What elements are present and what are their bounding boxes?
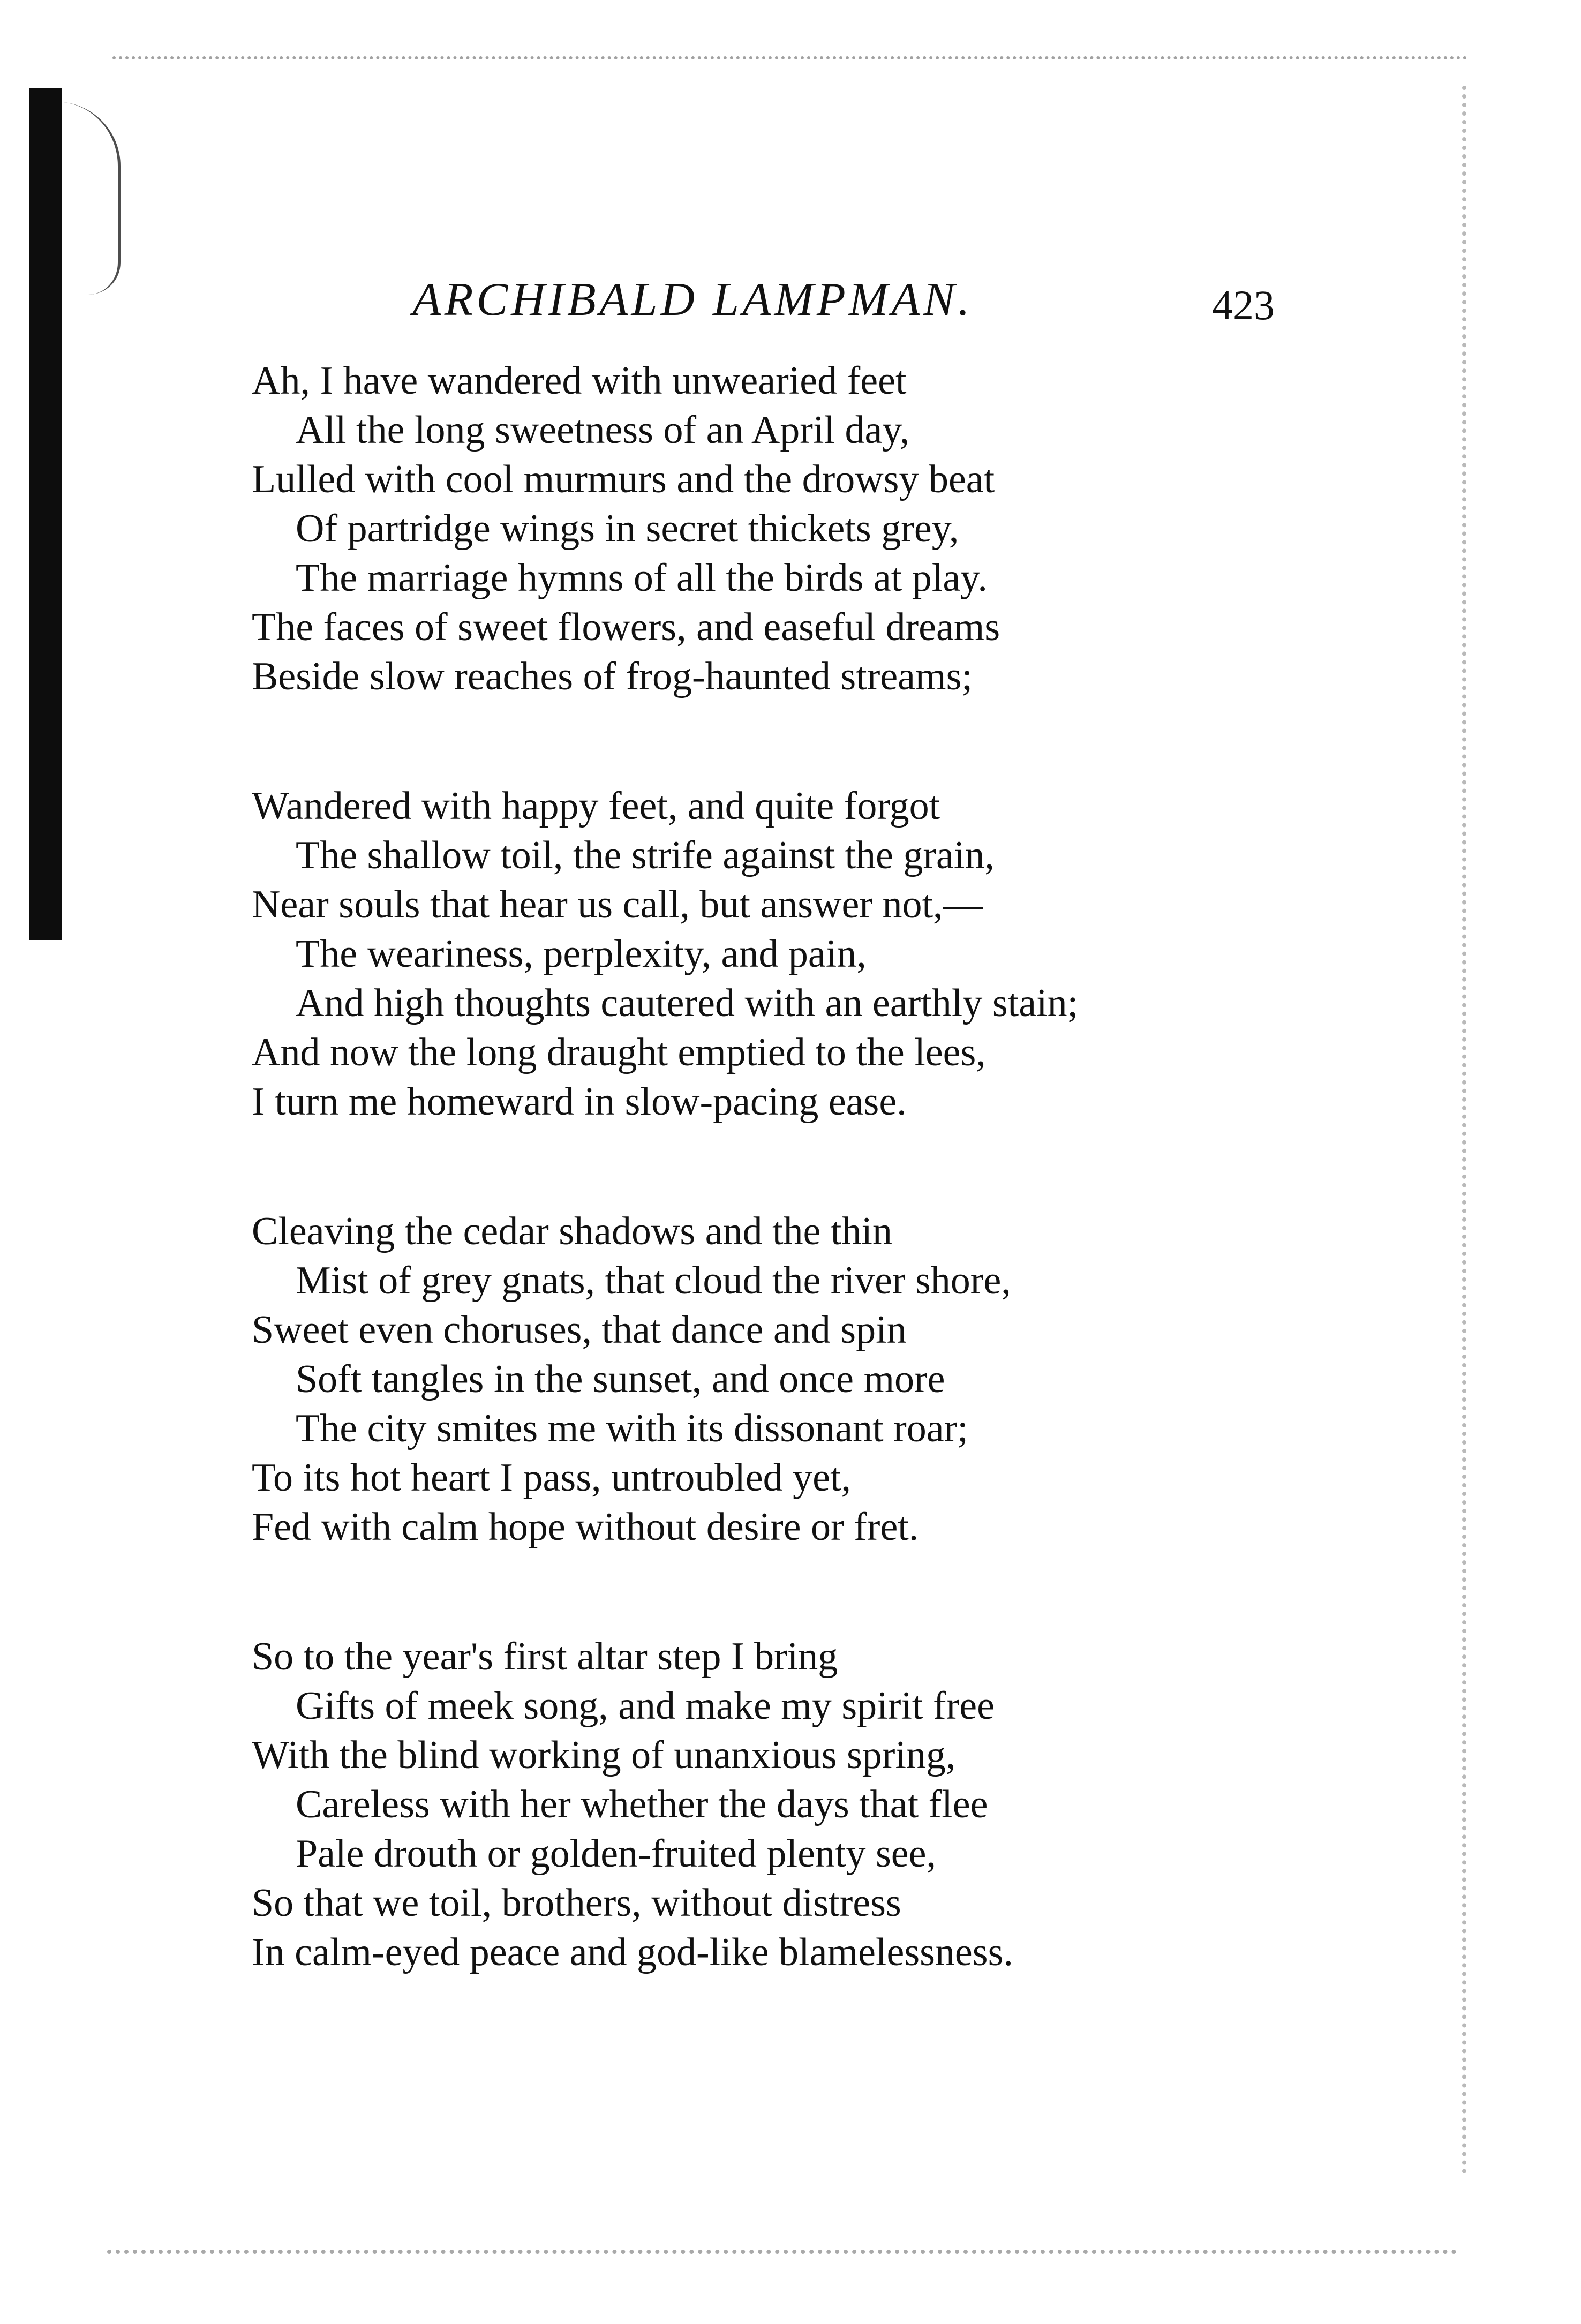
poem-line: Mist of grey gnats, that cloud the river shore, bbox=[296, 1259, 1011, 1303]
poem-line: And high thoughts cautered with an earthly stain; bbox=[296, 981, 1079, 1025]
poem-line: Careless with her whether the days that flee bbox=[296, 1783, 988, 1826]
poem-line: Wandered with happy feet, and quite forgot bbox=[252, 784, 940, 828]
stanza-3 bbox=[252, 1207, 1269, 1552]
stanza-1 bbox=[252, 356, 1269, 701]
poem-line: So that we toil, brothers, without distress bbox=[252, 1881, 901, 1925]
poem-line: And now the long draught emptied to the lees, bbox=[252, 1031, 986, 1074]
stanza-2 bbox=[252, 781, 1269, 1126]
poem-line: Of partridge wings in secret thickets grey, bbox=[296, 507, 959, 551]
poem-line: Near souls that hear us call, but answer not,— bbox=[252, 883, 983, 927]
poem-line: The marriage hymns of all the birds at play. bbox=[296, 556, 988, 600]
stanza-4 bbox=[252, 1632, 1269, 1977]
poem-line: With the blind working of unanxious spring, bbox=[252, 1733, 956, 1777]
poem-body bbox=[252, 356, 1269, 1977]
scan-right-edge bbox=[1446, 86, 1466, 2175]
poem-line: So to the year's first altar step I bring bbox=[252, 1635, 838, 1679]
poem-line: Fed with calm hope without desire or fret. bbox=[252, 1505, 919, 1549]
poem-line: To its hot heart I pass, untroubled yet, bbox=[252, 1456, 851, 1500]
poem-line: Lulled with cool murmurs and the drowsy beat bbox=[252, 457, 995, 501]
page-curl-mark bbox=[54, 102, 121, 295]
poem-line: Soft tangles in the sunset, and once more bbox=[296, 1357, 945, 1401]
poem-line: Ah, I have wandered with unwearied feet bbox=[252, 359, 907, 403]
poem-line: The weariness, perplexity, and pain, bbox=[296, 932, 867, 976]
page-number: 423 bbox=[1212, 282, 1275, 328]
poem-line: Cleaving the cedar shadows and the thin bbox=[252, 1209, 892, 1253]
scan-bottom-edge bbox=[107, 2233, 1457, 2254]
scan-top-edge bbox=[112, 56, 1467, 72]
poem-line: The shallow toil, the strife against the grain, bbox=[296, 833, 995, 877]
page-header bbox=[252, 270, 1275, 329]
poem-line: Pale drouth or golden-fruited plenty see, bbox=[296, 1832, 936, 1876]
poem-line: The faces of sweet flowers, and easeful dreams bbox=[252, 605, 1000, 649]
poem-line: The city smites me with its dissonant roar; bbox=[296, 1407, 968, 1450]
poem-line: All the long sweetness of an April day, bbox=[296, 408, 910, 452]
poem-line: Beside slow reaches of frog-haunted streams; bbox=[252, 655, 973, 698]
poem-line: Sweet even choruses, that dance and spin bbox=[252, 1308, 907, 1352]
poem-line: I turn me homeward in slow-pacing ease. bbox=[252, 1080, 907, 1124]
poem-line: In calm-eyed peace and god-like blamelessness. bbox=[252, 1930, 1013, 1974]
poem-line: Gifts of meek song, and make my spirit free bbox=[296, 1684, 995, 1728]
running-head: ARCHIBALD LAMPMAN. bbox=[412, 274, 973, 326]
